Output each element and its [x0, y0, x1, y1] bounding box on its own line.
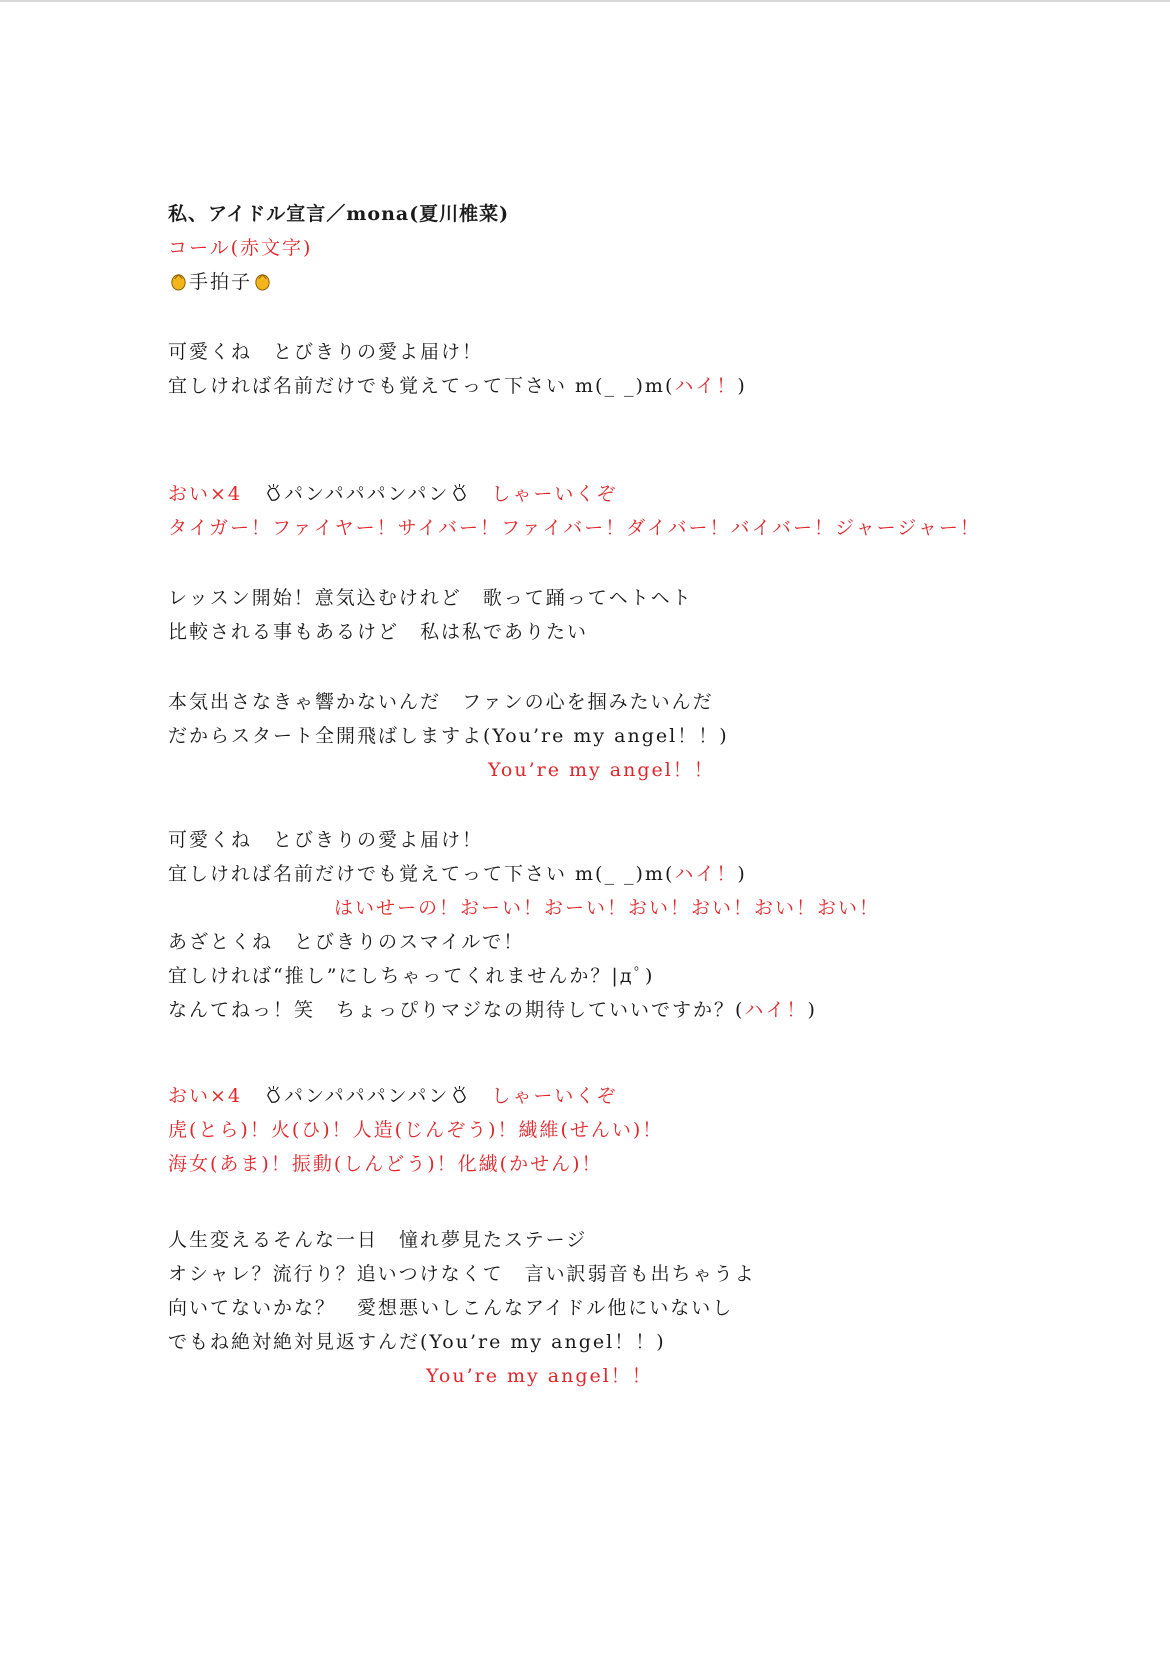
lyric-line: 可愛くね とびきりの愛よ届け！ [168, 829, 484, 851]
legend-call: コール(赤文字) [168, 237, 313, 259]
lyric-text: パンパパパンパン [284, 483, 450, 505]
lyric-line: だからスタート全開飛ばしますよ(You’re my angel！！) [168, 725, 729, 747]
call-line [168, 480, 617, 508]
lyric-line: 本気出さなきゃ響かないんだ ファンの心を掴みたいんだ [168, 691, 714, 713]
clapping-hands-icon [264, 1086, 283, 1105]
lyric-line: 向いてないかな？ 愛想悪いしこんなアイドル他にいないし [168, 1297, 734, 1319]
call-line: 海女(あま)！振動(しんどう)！化繊(かせん)！ [168, 1153, 603, 1175]
lyric-text: なんてねっ！笑 ちょっぴりマジなの期待していいですか？( [168, 999, 745, 1021]
lyric-text: ) [737, 375, 747, 397]
top-border [0, 0, 1170, 2]
lyric-text: ) [807, 999, 817, 1021]
lyric-line: あざとくね とびきりのスマイルで！ [168, 931, 525, 953]
lyric-line: オシャレ？流行り？追いつけなくて 言い訳弱音も出ちゃうよ [168, 1263, 756, 1285]
call-text: しゃーいくぞ [470, 483, 618, 505]
call-line: 虎(とら)！火(ひ)！人造(じんぞう)！繊維(せんい)！ [168, 1119, 664, 1141]
clapping-hands-icon [253, 272, 272, 291]
call-text: ハイ！ [674, 863, 738, 885]
lyric-line: 可愛くね とびきりの愛よ届け！ [168, 341, 484, 363]
clapping-hands-icon [169, 272, 188, 291]
legend-clap [168, 268, 273, 296]
lyric-line: レッスン開始！意気込むけれど 歌って踊ってヘトヘト [168, 587, 693, 609]
clapping-hands-icon [450, 484, 469, 503]
call-text: おい×4 [168, 1085, 264, 1107]
lyric-line: 宜しければ“推し”にしちゃってくれませんか？|дﾟ) [168, 965, 655, 987]
call-line [168, 1082, 617, 1110]
call-line: タイガー！ファイヤー！サイバー！ファイバー！ダイバー！バイバー！ジャージャー！ [168, 517, 981, 539]
lyric-line [168, 372, 747, 400]
lyric-line [168, 860, 747, 888]
lyric-line [168, 996, 817, 1024]
call-text: しゃーいくぞ [470, 1085, 618, 1107]
call-text: ハイ！ [674, 375, 738, 397]
clapping-hands-icon [450, 1086, 469, 1105]
page-title: 私、アイドル宣言／mona(夏川椎菜) [168, 203, 510, 225]
call-text: おい×4 [168, 483, 264, 505]
call-line: You’re my angel！！ [488, 759, 715, 781]
call-line: はいせーの！おーい！おーい！おい！おい！おい！おい！ [334, 897, 881, 919]
call-line: You’re my angel！！ [426, 1365, 653, 1387]
clapping-hands-icon [264, 484, 283, 503]
lyric-line: 比較される事もあるけど 私は私でありたい [168, 621, 589, 643]
lyric-text: ) [737, 863, 747, 885]
lyric-text: 宜しければ名前だけでも覚えてって下さい m(_ _)m( [168, 863, 675, 885]
legend-clap-label: 手拍子 [189, 271, 253, 293]
lyric-line: 人生変えるそんな一日 憧れ夢見たステージ [168, 1229, 588, 1251]
lyric-line: でもね絶対絶対見返すんだ(You’re my angel！！) [168, 1331, 666, 1353]
call-text: ハイ！ [744, 999, 808, 1021]
lyric-text: パンパパパンパン [284, 1085, 450, 1107]
lyric-text: 宜しければ名前だけでも覚えてって下さい m(_ _)m( [168, 375, 675, 397]
